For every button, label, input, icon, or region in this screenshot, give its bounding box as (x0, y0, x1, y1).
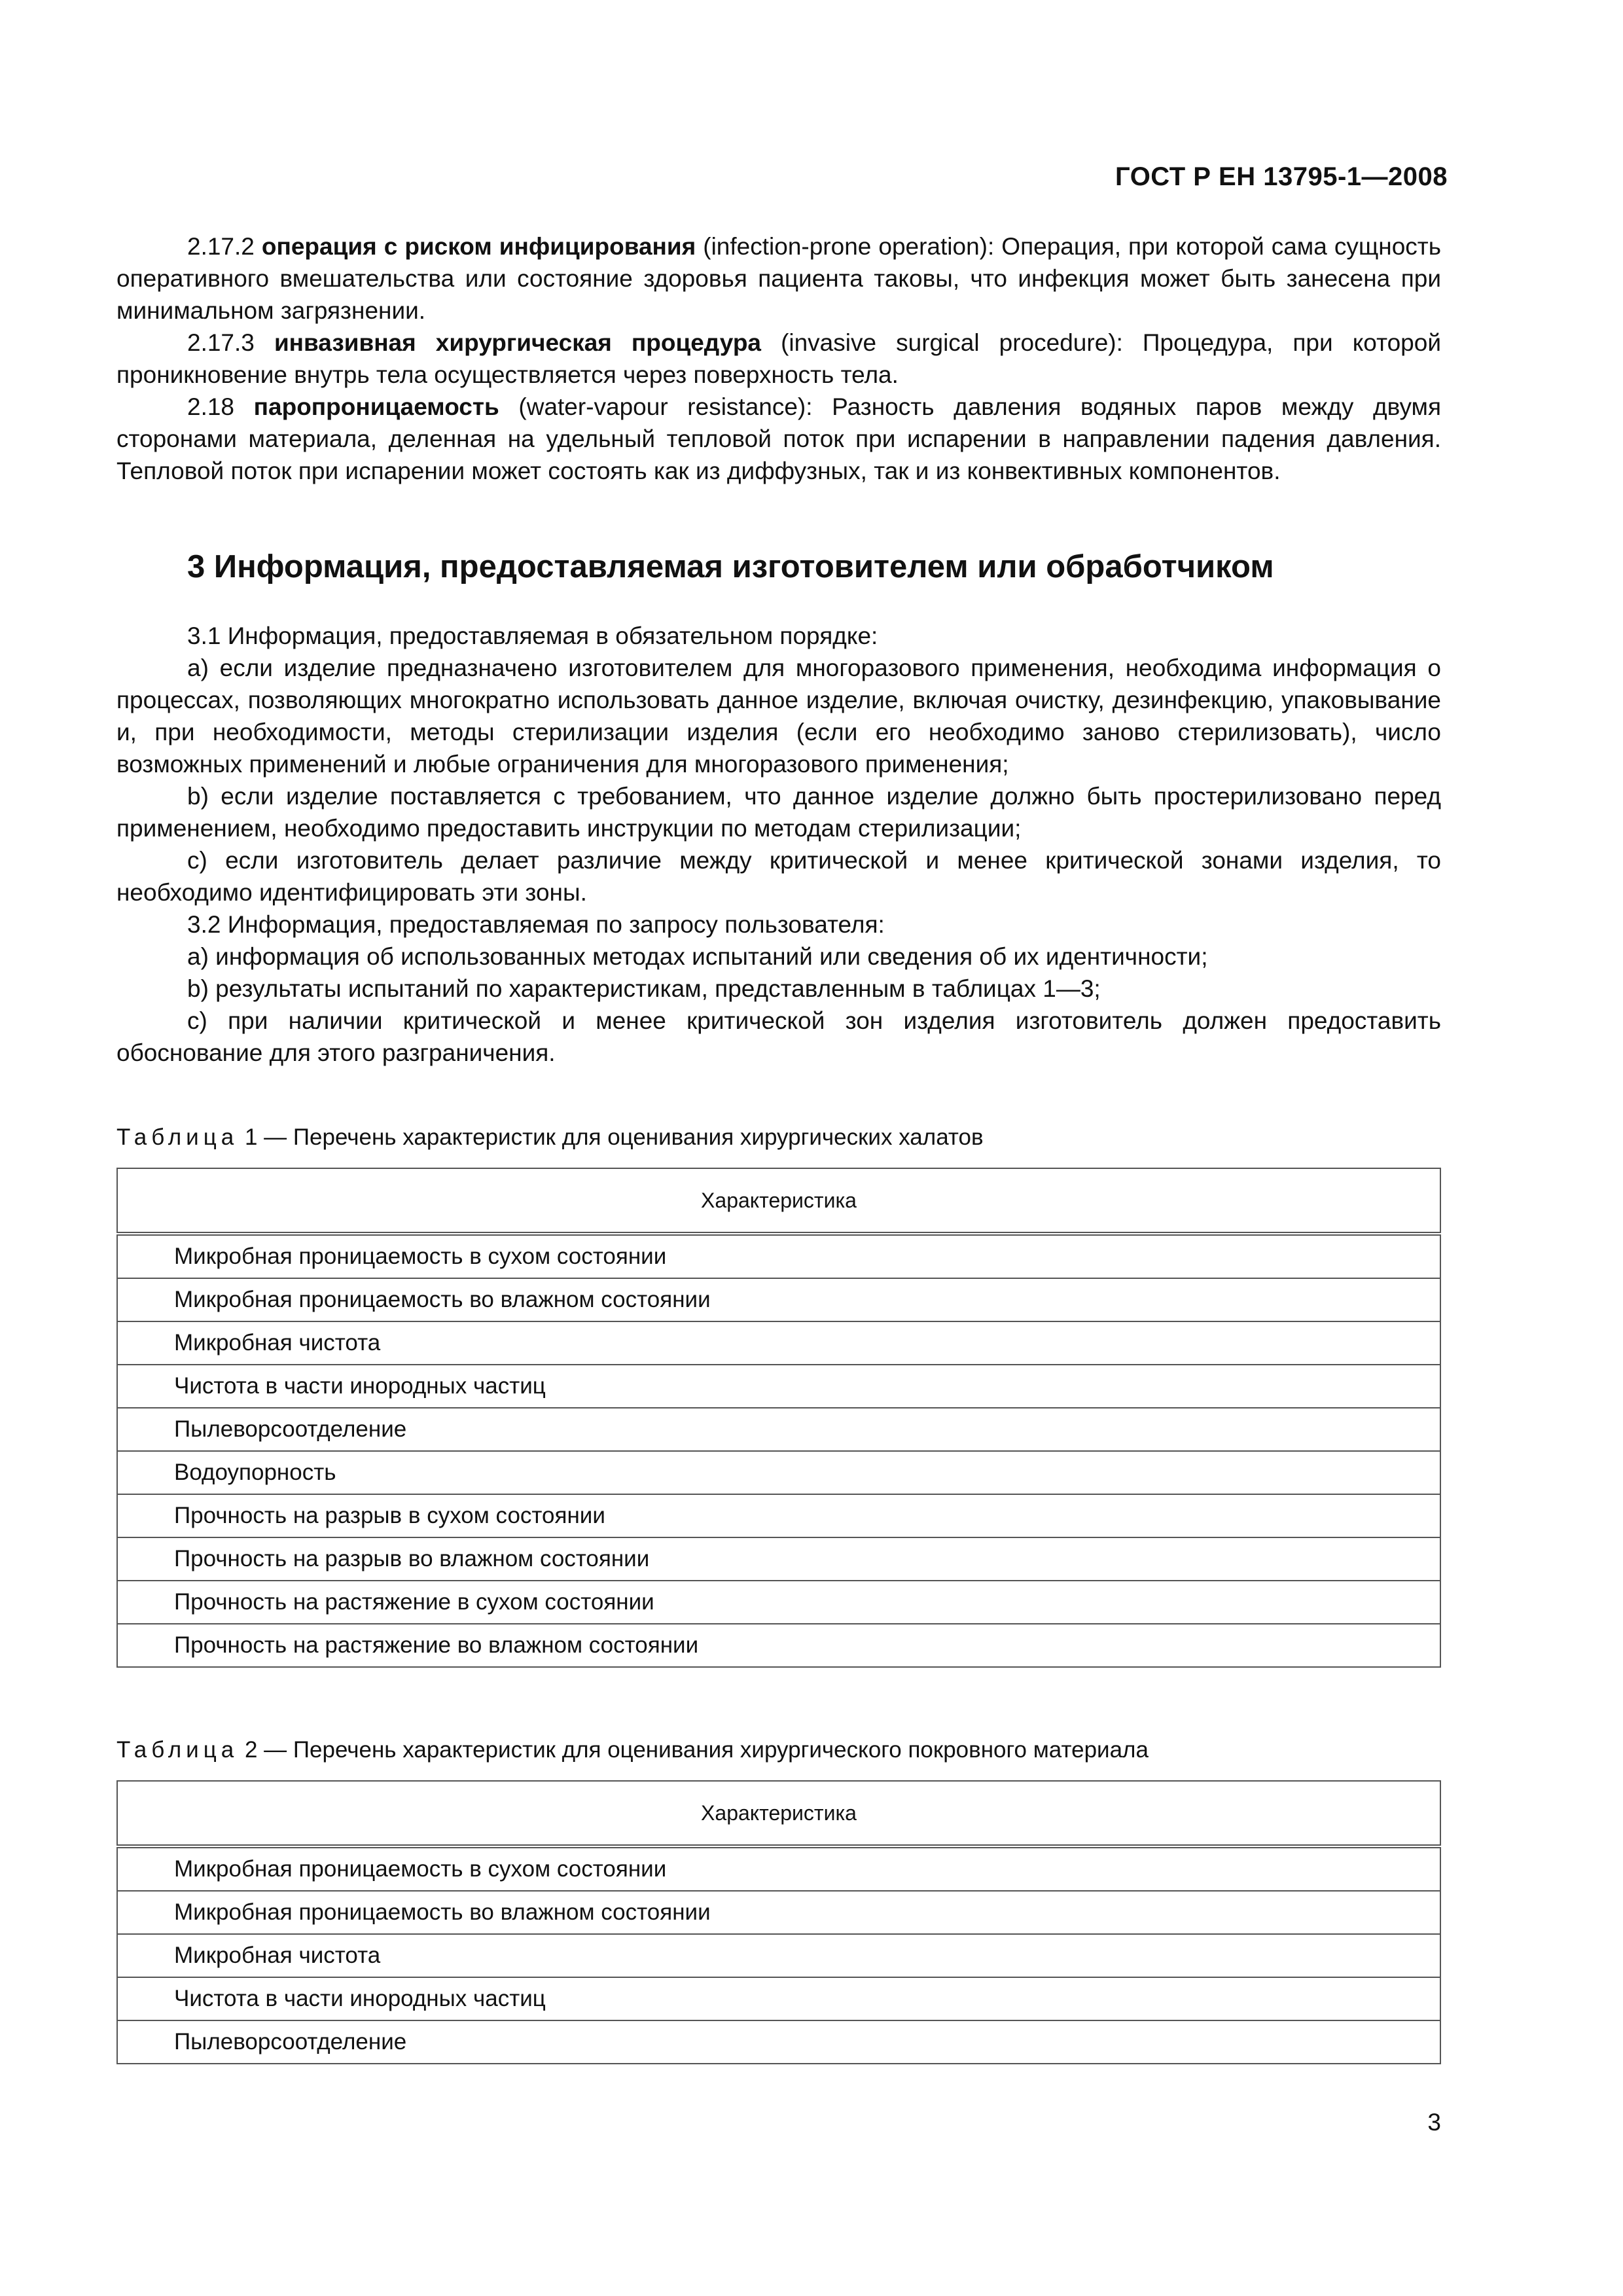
definition-term: операция с риском инфицирования (261, 233, 696, 260)
definition-term: паропроницаемость (253, 393, 499, 420)
paragraph-3-1-c: c) если изготовитель делает различие между критической и менее критической зонами изделия, то необходимо идентифицировать эти зоны. (116, 847, 1441, 906)
table-cell: Микробная проницаемость во влажном состоянии (117, 1891, 1440, 1934)
table-row (117, 1891, 1440, 1934)
table-cell: Прочность на растяжение в сухом состоянии (117, 1581, 1440, 1624)
definition-text: (water-vapour resistance): Разность давления водяных паров между двумя сторонами материала, деленная на удельный тепловой поток при испарении в направлении падения давления. Тепловой поток при испарении может состоять как из диффузных, так и из конвективных компонентов. (116, 393, 1442, 484)
table-row (117, 1624, 1440, 1667)
paragraph-3-2-a: a) информация об использованных методах испытаний или сведения об их идентичности; (187, 943, 1208, 970)
definition-2-18 (116, 391, 1441, 487)
table-row (117, 1451, 1440, 1494)
table-cell: Микробная проницаемость во влажном состоянии (117, 1278, 1440, 1321)
definitions-block (116, 230, 1441, 487)
page-number: 3 (1427, 2109, 1441, 2136)
table-cell: Пылеворсоотделение (117, 1408, 1440, 1451)
section-3-heading: 3 Информация, предоставляемая изготовителем или обработчиком (187, 549, 1274, 584)
paragraph-3-2: 3.2 Информация, предоставляемая по запросу пользователя: (187, 911, 885, 938)
table-row (117, 1581, 1440, 1624)
table-cell: Водоупорность (117, 1451, 1440, 1494)
table-caption-label: Таблица (116, 1124, 239, 1150)
definition-2-17-2 (116, 230, 1441, 327)
paragraph-3-1-b: b) если изделие поставляется с требованием, что данное изделие должно быть простерилизовано перед применением, необходимо предоставить инструкции по методам стерилизации; (116, 783, 1441, 842)
table-2 (116, 1780, 1441, 2064)
table-caption-title: 1 — Перечень характеристик для оценивания хирургических халатов (238, 1124, 984, 1150)
definition-2-17-3 (116, 327, 1441, 391)
table-row (117, 1494, 1440, 1537)
definition-number: 2.17.2 (187, 233, 255, 260)
table-header-cell: Характеристика (117, 1781, 1440, 1846)
table-row (117, 1977, 1440, 2020)
definition-number: 2.18 (187, 393, 235, 420)
table-cell: Микробная чистота (117, 1934, 1440, 1977)
section-3-body (116, 620, 1441, 1069)
definition-text: (invasive surgical procedure): Процедура, при которой проникновение внутрь тела осуществляется через поверхность тела. (116, 329, 1441, 388)
table-row (117, 1365, 1440, 1408)
table-row (117, 1278, 1440, 1321)
table-header-cell: Характеристика (117, 1168, 1440, 1234)
definition-number: 2.17.3 (187, 329, 255, 356)
table-1-caption (116, 1124, 1441, 1151)
paragraph-3-2-b: b) результаты испытаний по характеристикам, представленным в таблицах 1—3; (187, 975, 1101, 1002)
table-2-caption (116, 1737, 1441, 1763)
table-row (117, 1934, 1440, 1977)
paragraph-3-1: 3.1 Информация, предоставляемая в обязательном порядке: (187, 622, 878, 649)
table-row (117, 1537, 1440, 1581)
definition-text: (infection-prone operation): Операция, при которой сама сущность оперативного вмешательства или состояние здоровья пациента таковы, что инфекция может быть занесена при минимальном загрязнении. (116, 233, 1441, 324)
table-caption-title: 2 — Перечень характеристик для оценивания хирургического покровного материала (238, 1737, 1149, 1763)
table-caption-label: Таблица (116, 1737, 239, 1763)
table-cell: Микробная проницаемость в сухом состоянии (117, 1846, 1440, 1891)
definition-term: инвазивная хирургическая процедура (274, 329, 762, 356)
table-cell: Прочность на разрыв во влажном состоянии (117, 1537, 1440, 1581)
table-cell: Прочность на растяжение во влажном состоянии (117, 1624, 1440, 1667)
document-code: ГОСТ Р ЕН 13795-1—2008 (1115, 162, 1448, 191)
table-cell: Микробная чистота (117, 1321, 1440, 1365)
table-row (117, 1846, 1440, 1891)
table-cell: Чистота в части инородных частиц (117, 1365, 1440, 1408)
table-cell: Пылеворсоотделение (117, 2020, 1440, 2064)
table-1-block (116, 1124, 1441, 1668)
paragraph-3-2-c: c) при наличии критической и менее критической зон изделия изготовитель должен предоставить обоснование для этого разграничения. (116, 1007, 1441, 1066)
paragraph-3-1-a: a) если изделие предназначено изготовителем для многоразового применения, необходима информация о процессах, позволяющих многократно использовать данное изделие, включая очистку, дезинфекцию, упаковывание и, при необходимости, методы стерилизации изделия (если его необходимо заново стерилизовать), число возможных применений и любые ограничения для многоразового применения; (116, 655, 1441, 778)
table-row (117, 1408, 1440, 1451)
table-2-block (116, 1737, 1441, 2064)
table-cell: Чистота в части инородных частиц (117, 1977, 1440, 2020)
table-row (117, 2020, 1440, 2064)
table-cell: Микробная проницаемость в сухом состоянии (117, 1234, 1440, 1278)
table-1 (116, 1168, 1441, 1668)
table-row (117, 1234, 1440, 1278)
table-row (117, 1321, 1440, 1365)
table-cell: Прочность на разрыв в сухом состоянии (117, 1494, 1440, 1537)
